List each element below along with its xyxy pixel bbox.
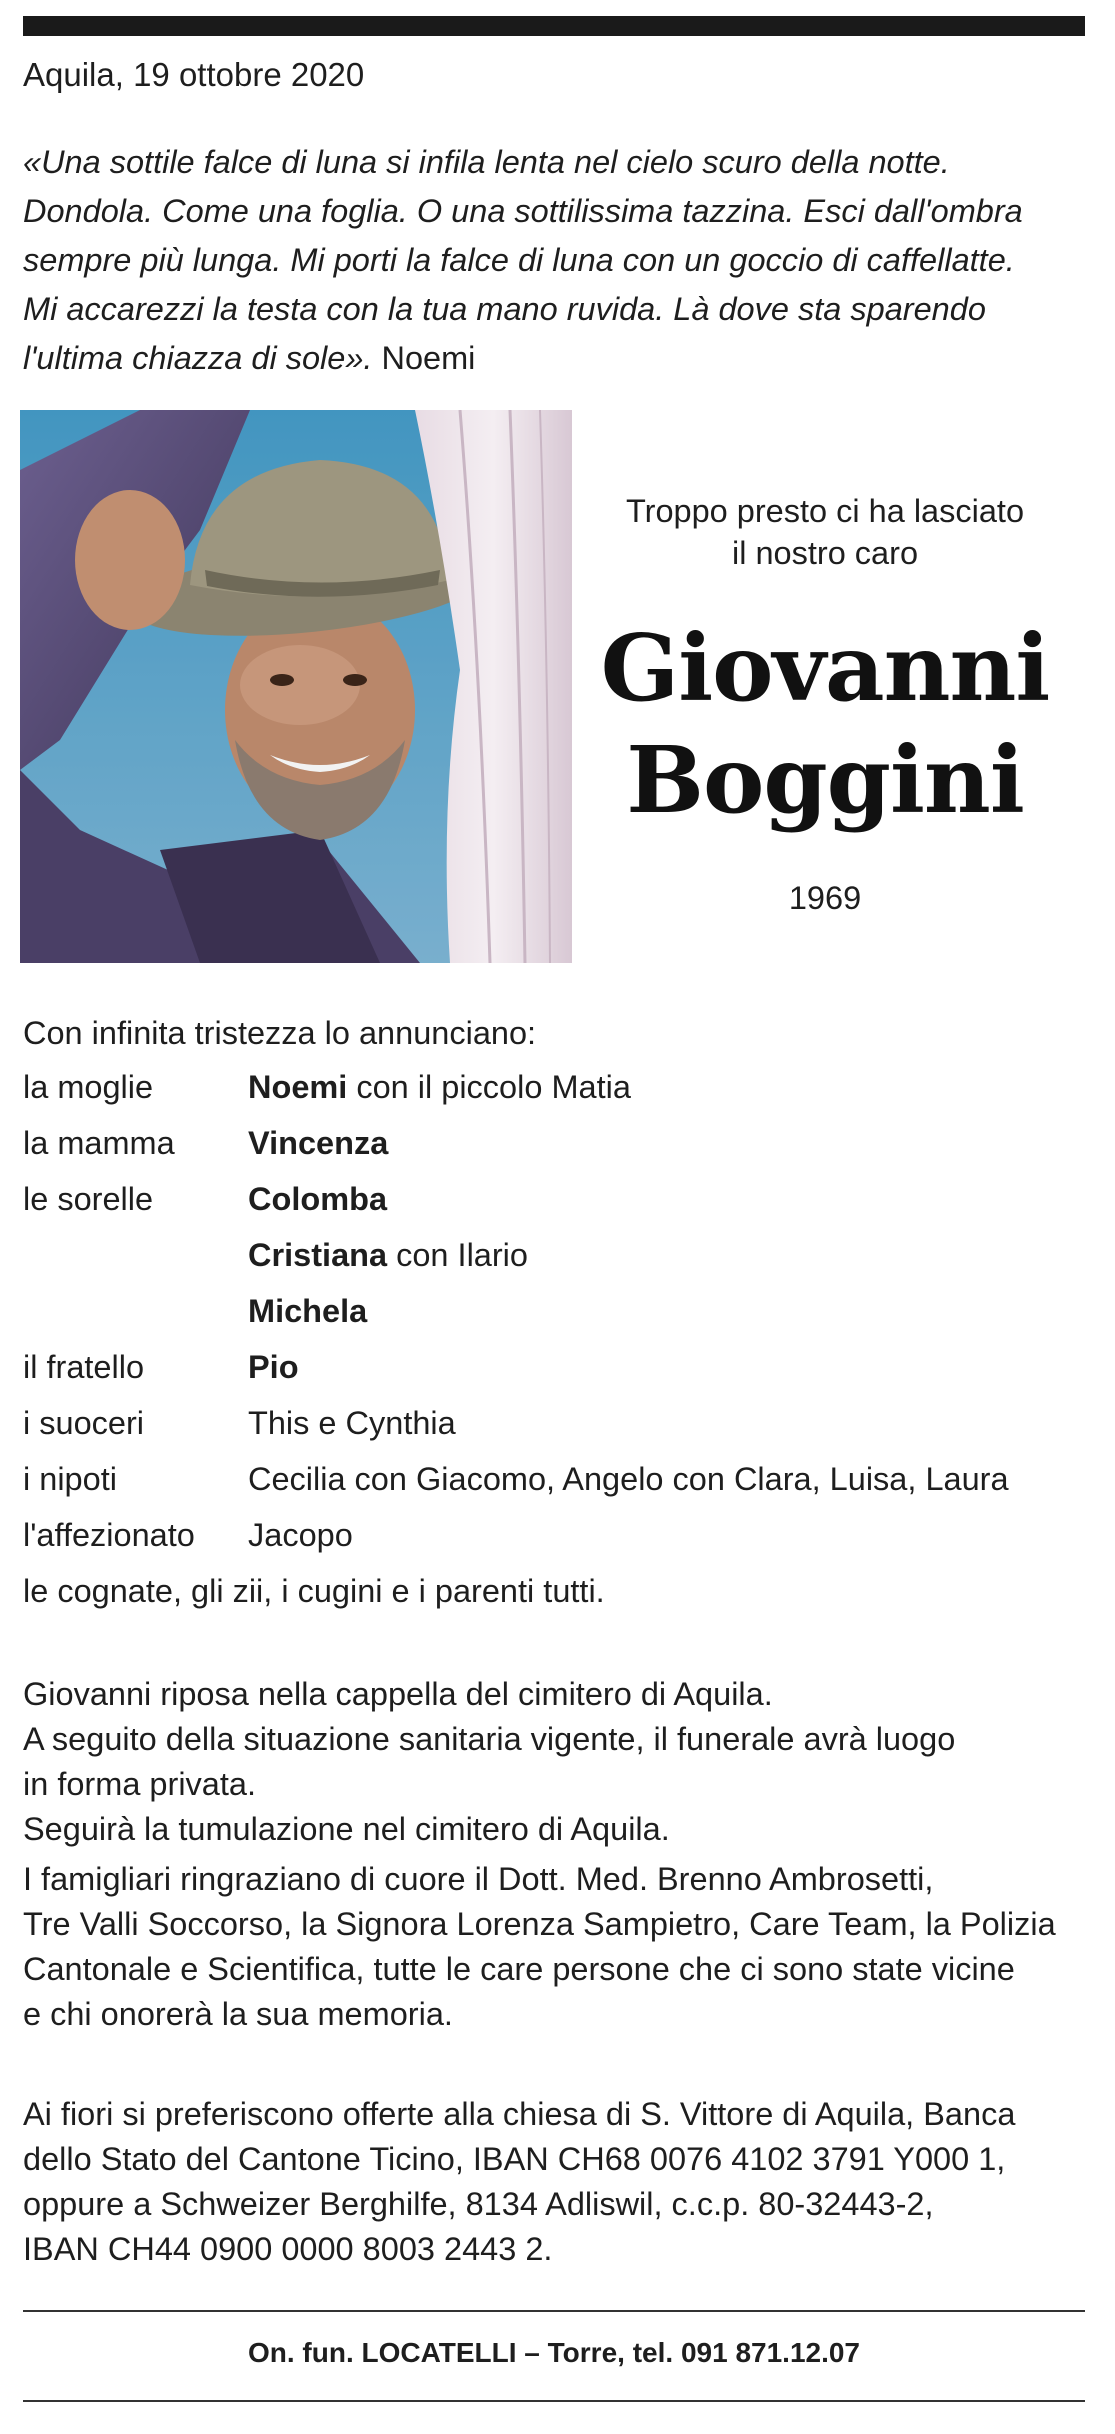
- quote-block: [23, 138, 1093, 383]
- family-row: [23, 1339, 605, 1395]
- relative-name: Noemi con il piccolo Matia: [248, 1069, 631, 1105]
- family-row: [23, 1507, 605, 1563]
- first-name: Giovanni: [600, 614, 1050, 722]
- portrait-photo: [20, 410, 572, 963]
- relation: il fratello: [23, 1349, 145, 1385]
- relation: la mamma: [23, 1125, 175, 1161]
- relative-name: Colomba: [248, 1181, 388, 1217]
- family-row: [23, 1395, 605, 1451]
- funeral-info-line: in forma privata.: [23, 1766, 257, 1802]
- quote-line: Mi accarezzi la testa con la tua mano ruvida. Là dove sta sparendo: [23, 291, 986, 327]
- family-row: [23, 1059, 631, 1115]
- thanks-line: Cantonale e Scientifica, tutte le care persone che ci sono state vicine: [23, 1951, 1015, 1987]
- funeral-info: [23, 1672, 1093, 1852]
- thanks-line: I famigliari ringraziano di cuore il Dott. Med. Brenno Ambrosetti,: [23, 1861, 934, 1897]
- relation: i suoceri: [23, 1405, 145, 1441]
- donations-paragraph: [23, 2092, 1093, 2272]
- family-row: [23, 1115, 605, 1171]
- quote-signature: Noemi: [372, 340, 476, 376]
- deceased-name: [575, 612, 1075, 836]
- family-heading: Con infinita tristezza lo annunciano:: [23, 1015, 537, 1051]
- last-name: Boggini: [626, 726, 1024, 834]
- family-closing: le cognate, gli zii, i cugini e i parenti tutti.: [23, 1573, 605, 1609]
- quote-line: sempre più lunga. Mi porti la falce di luna con un goccio di caffellatte.: [23, 242, 1015, 278]
- family-row: [23, 1171, 605, 1227]
- thanks-line: e chi onorerà la sua memoria.: [23, 1996, 453, 2032]
- quote-line: «Una sottile falce di luna si infila lenta nel cielo scuro della notte.: [23, 144, 950, 180]
- footer-bottom-divider: [23, 2400, 1085, 2402]
- relative-name: Pio: [248, 1349, 299, 1385]
- intro-line: Troppo presto ci ha lasciato: [625, 493, 1025, 529]
- funeral-info-line: A seguito della situazione sanitaria vigente, il funerale avrà luogo: [23, 1721, 956, 1757]
- donations-line: oppure a Schweizer Berghilfe, 8134 Adliswil, c.c.p. 80-32443-2,: [23, 2186, 934, 2222]
- thanks-line: Tre Valli Soccorso, la Signora Lorenza Sampietro, Care Team, la Polizia: [23, 1906, 1056, 1942]
- thanks-paragraph: [23, 1857, 1093, 2037]
- donations-line: IBAN CH44 0900 0000 8003 2443 2.: [23, 2231, 553, 2267]
- relative-name: Jacopo: [248, 1517, 353, 1553]
- funeral-home-credit: On. fun. LOCATELLI – Torre, tel. 091 871.12.07: [247, 2337, 861, 2368]
- announcement-intro: [575, 490, 1075, 574]
- funeral-info-line: Giovanni riposa nella cappella del cimitero di Aquila.: [23, 1676, 773, 1712]
- family-list: [23, 1007, 1009, 1619]
- relation: la moglie: [23, 1069, 154, 1105]
- relative-name: Michela: [248, 1293, 368, 1329]
- intro-line: il nostro caro: [731, 535, 919, 571]
- relative-name: Cecilia con Giacomo, Angelo con Clara, Luisa, Laura: [248, 1461, 1009, 1497]
- funeral-info-line: Seguirà la tumulazione nel cimitero di Aquila.: [23, 1811, 670, 1847]
- top-rule-bar: [23, 16, 1085, 36]
- relation: i nipoti: [23, 1461, 117, 1497]
- donations-line: Ai fiori si preferiscono offerte alla chiesa di S. Vittore di Aquila, Banca: [23, 2096, 1016, 2132]
- relative-name: Vincenza: [248, 1125, 389, 1161]
- footer-top-divider: [23, 2310, 1085, 2312]
- quote-line: Dondola. Come una foglia. O una sottilissima tazzina. Esci dall'ombra: [23, 193, 1023, 229]
- family-row: [23, 1227, 605, 1283]
- relation: le sorelle: [23, 1181, 154, 1217]
- family-row: [23, 1451, 1009, 1507]
- relation: l'affezionato: [23, 1517, 195, 1553]
- place-date: Aquila, 19 ottobre 2020: [23, 56, 365, 93]
- donations-line: dello Stato del Cantone Ticino, IBAN CH68 0076 4102 3791 Y000 1,: [23, 2141, 1006, 2177]
- relative-name: This e Cynthia: [248, 1405, 456, 1441]
- quote-line: l'ultima chiazza di sole».: [23, 340, 373, 376]
- birth-year: 1969: [788, 880, 862, 916]
- relative-name: Cristiana con Ilario: [248, 1237, 528, 1273]
- portrait-photo-icon: [20, 410, 572, 963]
- family-row: [23, 1283, 605, 1339]
